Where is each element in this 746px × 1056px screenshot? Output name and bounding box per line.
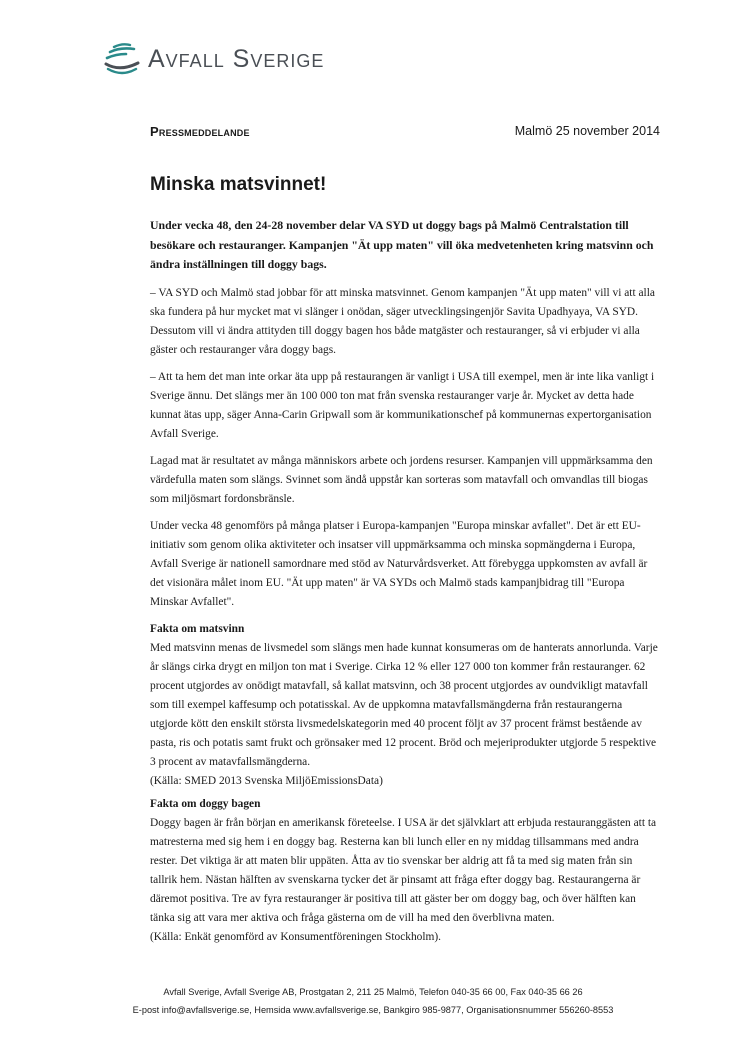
body-paragraph-1: – VA SYD och Malmö stad jobbar för att minska matsvinnet. Genom kampanjen "Ät upp maten" vill vi att alla ska fundera på hur mycket mat vi slänger i onödan, säger utvecklingsingenjör Savita Upadhyaya, VA SYD. Dessutom vill vi ändra attityden till doggy bagen hos både matgäster och restauranger, så vi erbjuder vi alla gäster och restauranger våra doggy bags. — [150, 286, 655, 356]
article-body — [150, 216, 662, 951]
body-paragraph-4: Under vecka 48 genomförs på många platser i Europa-kampanjen "Europa minskar avfallet". Det är ett EU-initiativ som genom olika aktiviteter och insatser vill uppmärksamma och minska sopmängderna i Europa, Avfall Sverige är nationell samordnare med stöd av Naturvårdsverket. Att förebygga uppkomsten av avfall är det visionära målet inom EU. "Ät upp maten" är VA SYDs och Malmö stads kampanjbidrag till "Europa Minskar Avfallet". — [150, 519, 648, 608]
footer-contact: E-post info@avfallsverige.se, Hemsida www.avfallsverige.se, Bankgiro 985-9877, Organisationsnummer 556260-8553 — [132, 1005, 614, 1015]
fakta-matsvinn-source: (Källa: SMED 2013 Svenska MiljöEmissionsData) — [150, 774, 383, 787]
page-title: Minska matsvinnet! — [150, 174, 327, 195]
press-release-label: Pressmeddelande — [150, 124, 250, 139]
fakta-doggybag-text: Doggy bagen är från början en amerikansk företeelse. I USA är det självklart att erbjuda restauranggästen att ta matresterna med sig hem i en doggy bag. Resterna kan bli lunch eller en ny middag tillsammans med andra rester. Det viktiga är att maten blir uppäten. Åtta av tio svenskar ber aldrig att få ta med sig maten från sin tallrik hem. Nästan hälften av svenskarna tycker det är pinsamt att fråga efter doggy bag. Restaurangerna är däremot positiva. Tre av fyra restauranger är positiva till att gäster ber om doggy bag, och över hälften kan tänka sig att vara mer aktiva och fråga gästerna om de vill ha med den överblivna maten. (Källa: Enkät genomförd av Konsumentföreningen Stockholm). — [150, 816, 657, 943]
fakta-matsvinn-text: Med matsvinn menas de livsmedel som slängs men hade kunnat konsumeras om de hanterats annorlunda. Varje år slängs cirka drygt en miljon ton mat i Sverige. Cirka 12 % eller 127 000 ton kommer från restauranger. 62 procent utgjordes av onödigt matavfall, så kallat matsvinn, och 38 procent utgjordes av oundvikligt matavfall som till exempel kaffesump och potatisskal. Av de uppkomna matavfallsmängderna från restaurangerna utgjorde kött den enskilt största livsmedelskategorin med 40 procent följt av 37 procent främst bestående av pasta, ris och potatis samt frukt och grönsaker med 12 procent. Bröd och mejeriprodukter utgjorde 5 respektive 3 procent av matavfallsmängderna. (Källa: SMED 2013 Svenska MiljöEmissionsData) — [150, 641, 658, 787]
fakta-doggybag-heading: Fakta om doggy bagen — [150, 797, 261, 810]
brand-logo — [104, 38, 324, 80]
body-paragraph-2: – Att ta hem det man inte orkar äta upp på restaurangen är vanligt i USA till exempel, men är inte lika vanligt i Sverige ännu. Det slängs mer än 100 000 ton mat från svenska restauranger varje år. Mycket av detta hade kunnat ätas upp, säger Anna-Carin Gripwall som är kommunikationschef på kommunernas expertorganisation Avfall Sverige. — [150, 370, 655, 440]
page-footer — [0, 983, 746, 1019]
lead-paragraph: Under vecka 48, den 24-28 november delar VA SYD ut doggy bags på Malmö Centralstation till besökare och restauranger. Kampanjen "Ät upp maten" vill öka medvetenheten kring matsvinn och ändra inställningen till doggy bags. — [150, 218, 654, 271]
header-row — [150, 124, 660, 139]
fakta-doggybag-source: (Källa: Enkät genomförd av Konsumentföreningen Stockholm). — [150, 930, 442, 943]
fakta-matsvinn-heading: Fakta om matsvinn — [150, 622, 245, 635]
brand-name: Avfall Sverige — [148, 44, 325, 73]
body-paragraph-3: Lagad mat är resultatet av många människors arbete och jordens resurser. Kampanjen vill uppmärksamma den värdefulla maten som slängs. Svinnet som ändå uppstår kan sorteras som matavfall och omvandlas till biogas som miljösmart fordonsbränsle. — [150, 454, 653, 505]
release-date: Malmö 25 november 2014 — [514, 124, 660, 138]
wave-logo-icon — [104, 41, 140, 77]
footer-address: Avfall Sverige, Avfall Sverige AB, Prostgatan 2, 211 25 Malmö, Telefon 040-35 66 00, Fax 040-35 66 26 — [163, 987, 583, 997]
